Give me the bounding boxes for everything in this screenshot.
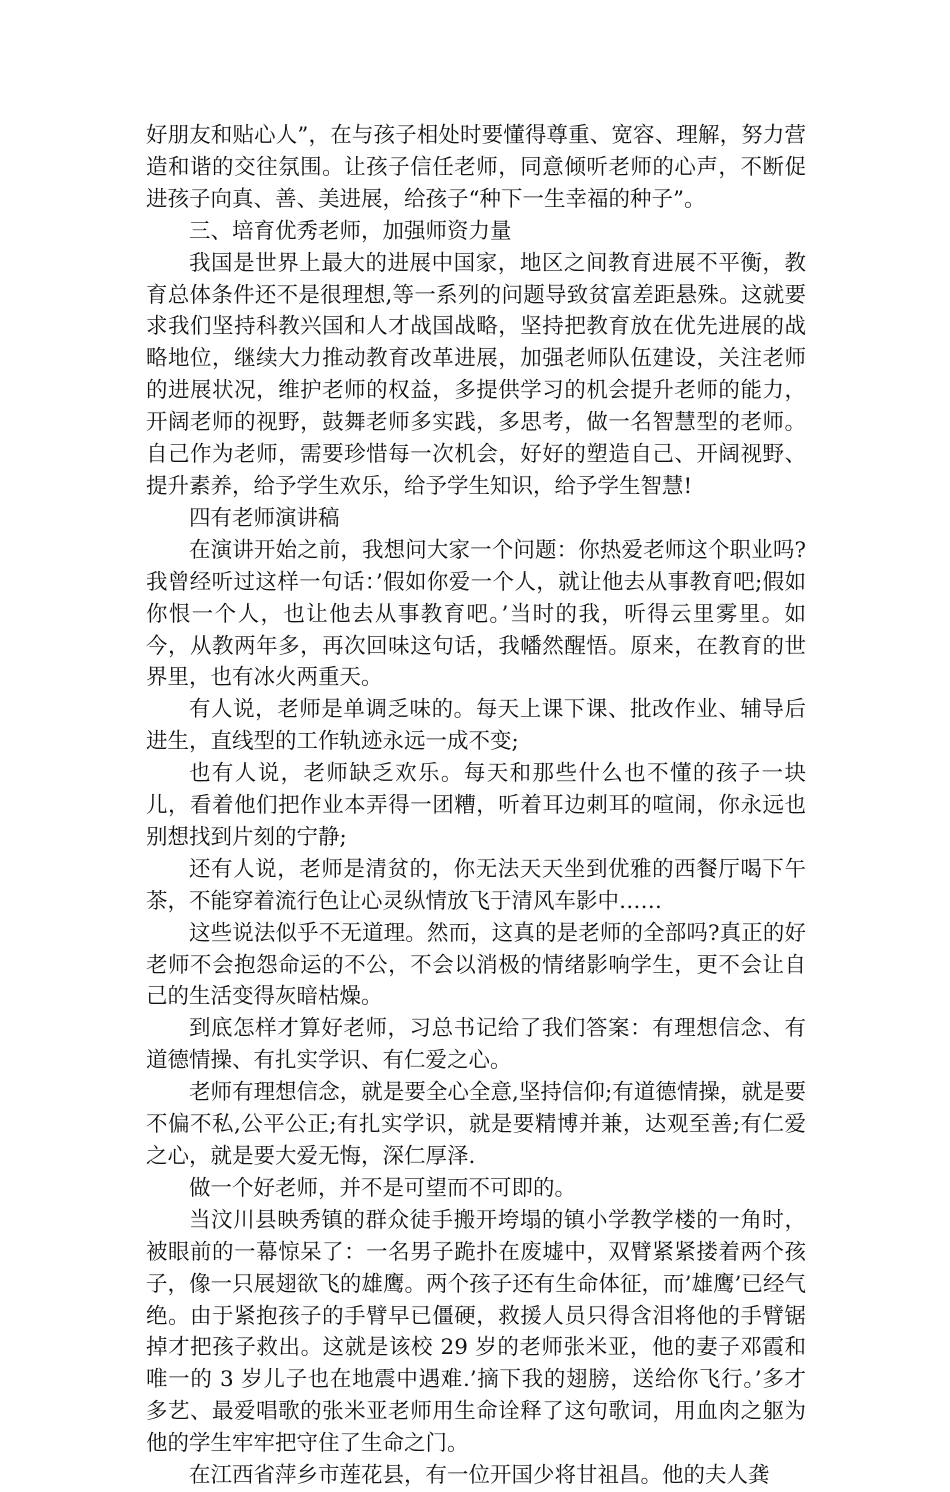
paragraph: 在江西省萍乡市莲花县，有一位开国少将甘祖昌。他的夫人龚 xyxy=(189,1463,770,1489)
section-heading-3: 三、培育优秀老师，加强师资力量 xyxy=(189,218,512,244)
paragraph: 在演讲开始之前，我想问大家一个问题：你热爱老师这个职业吗?我曾经听过这样一句话：’假如你爱一个人，就让他去从事教育吧;假如你恨一个人，也让他去从事教育吧。’当时的我，听得云里雾里。如今，从教两年多，再次回味这句话，我幡然醒悟。原来，在教育的世界里，也有冰火两重天。 xyxy=(146,537,806,691)
document-body xyxy=(146,120,806,1492)
paragraph: 老师有理想信念，就是要全心全意,坚持信仰;有道德情操，就是要不偏不私,公平公正;有扎实学识，就是要精博并兼，达观至善;有仁爱之心，就是要大爱无悔，深仁厚泽. xyxy=(146,1080,806,1169)
speech-title: 四有老师演讲稿 xyxy=(189,505,340,531)
paragraph: 当汶川县映秀镇的群众徒手搬开垮塌的镇小学教学楼的一角时，被眼前的一幕惊呆了：一名男子跪扑在废墟中，双臂紧紧搂着两个孩子，像一只展翅欲飞的雄鹰。两个孩子还有生命体征，而’雄鹰’已经气绝。由于紧抱孩子的手臂早已僵硬，救援人员只得含泪将他的手臂锯掉才把孩子救出。这就是该校 29 岁的老师张米亚，他的妻子邓霞和唯一的 3 岁儿子也在地震中遇难.’摘下我的翅膀，送给你飞行。’多才多艺、最爱唱歌的张米亚老师用生命诠释了这句歌词，用血肉之躯为他的学生牢牢把守住了生命之门。 xyxy=(146,1207,806,1457)
paragraph: 这些说法似乎不无道理。然而，这真的是老师的全部吗?真正的好老师不会抱怨命运的不公，不会以消极的情绪影响学生，更不会让自己的生活变得灰暗枯燥。 xyxy=(146,920,806,1010)
paragraph-continued: 好朋友和贴心人”，在与孩子相处时要懂得尊重、宽容、理解，努力营造和谐的交往氛围。让孩子信任老师，同意倾听老师的心声，不断促进孩子向真、善、美进展，给孩子“种下一生幸福的种子”。 xyxy=(146,123,806,212)
paragraph: 有人说，老师是单调乏味的。每天上课下课、批改作业、辅导后进生，直线型的工作轨迹永远一成不变; xyxy=(146,697,806,755)
paragraph: 也有人说，老师缺乏欢乐。每天和那些什么也不懂的孩子一块儿，看着他们把作业本弄得一团糟，听着耳边刺耳的喧闹，你永远也别想找到片刻的宁静; xyxy=(146,761,806,850)
paragraph: 我国是世界上最大的进展中国家，地区之间教育进展不平衡，教育总体条件还不是很理想,等一系列的问题导致贫富差距悬殊。这就要求我们坚持科教兴国和人才战国战略，坚持把教育放在优先进展的战略地位，继续大力推动教育改革进展，加强老师队伍建设，关注老师的进展状况，维护老师的权益，多提供学习的机会提升老师的能力，开阔老师的视野，鼓舞老师多实践，多思考，做一名智慧型的老师。自己作为老师，需要珍惜每一次机会，好好的塑造自己、开阔视野、提升素养，给予学生欢乐，给予学生知识，给予学生智慧! xyxy=(146,250,806,499)
paragraph: 到底怎样才算好老师，习总书记给了我们答案：有理想信念、有道德情操、有扎实学识、有仁爱之心。 xyxy=(146,1016,806,1074)
paragraph: 做一个好老师，并不是可望而不可即的。 xyxy=(189,1175,577,1201)
paragraph: 还有人说，老师是清贫的，你无法天天坐到优雅的西餐厅喝下午茶，不能穿着流行色让心灵纵情放飞于清风车影中…… xyxy=(146,856,806,914)
